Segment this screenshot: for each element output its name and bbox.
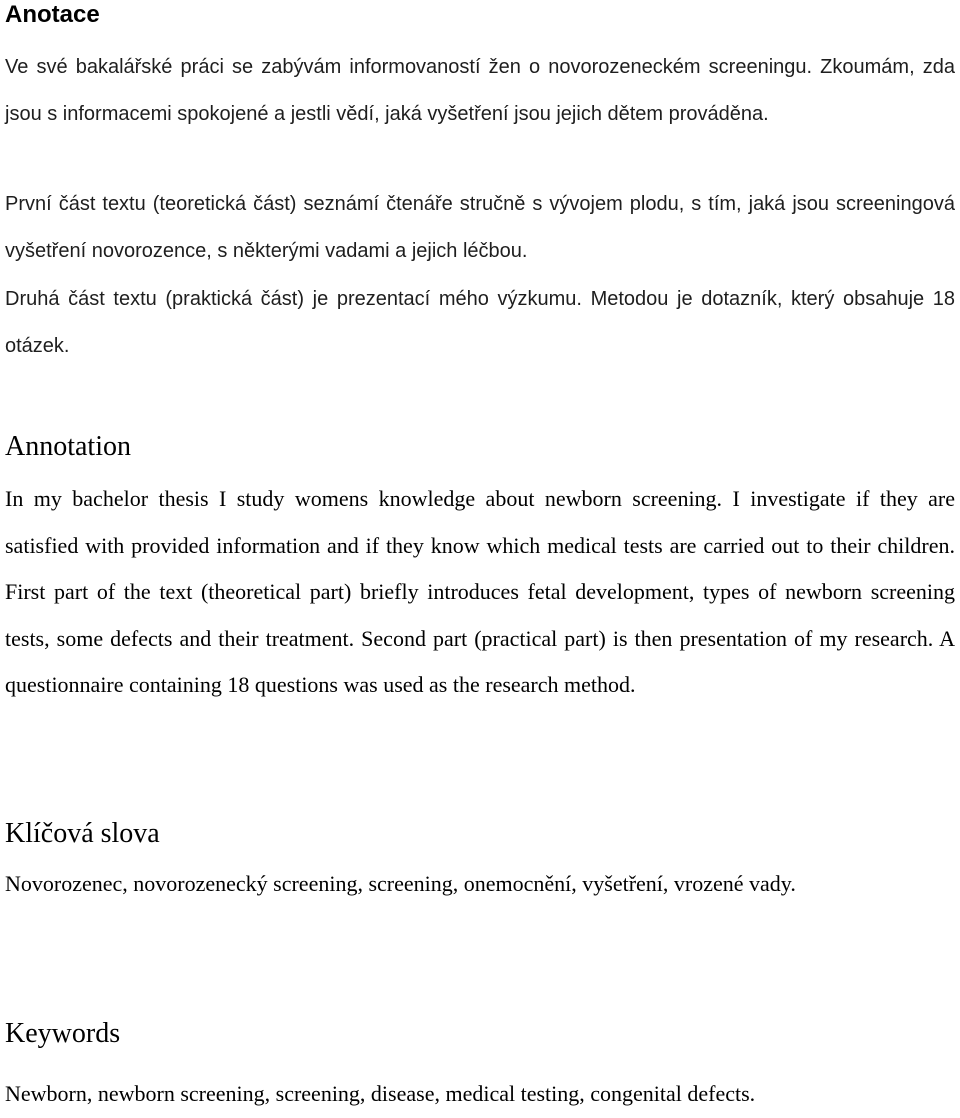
klicova-slova-text: Novorozenec, novorozenecký screening, screening, onemocnění, vyšetření, vrozené vady. xyxy=(5,871,796,896)
keywords-heading: Keywords xyxy=(5,1018,121,1049)
anotace-paragraph-1: Ve své bakalářské práci se zabývám informovaností žen o novorozeneckém screeningu. Zkoumám, zda jsou s informacemi spokojené a jestli vědí, jaká vyšetření jsou jejich dětem prováděna. xyxy=(5,56,955,125)
klicova-slova-heading: Klíčová slova xyxy=(5,818,160,849)
anotace-paragraph-3: Druhá část textu (praktická část) je prezentací mého výzkumu. Metodou je dotazník, který obsahuje 18 otázek. xyxy=(5,288,955,357)
annotation-heading: Annotation xyxy=(5,431,131,462)
keywords-text: Newborn, newborn screening, screening, disease, medical testing, congenital defects. xyxy=(5,1081,756,1106)
annotation-paragraph: In my bachelor thesis I study womens knowledge about newborn screening. I investigate if they are satisfied with provided information and if they know which medical tests are carried out to their children. First part of the text (theoretical part) briefly introduces fetal development, types of newborn screening tests, some defects and their treatment. Second part (practical part) is then presentation of my research. A questionnaire containing 18 questions was used as the research method. xyxy=(5,486,955,697)
anotace-heading: Anotace xyxy=(5,1,100,28)
anotace-paragraph-2: První část textu (teoretická část) seznámí čtenáře stručně s vývojem plodu, s tím, jaká jsou screeningová vyšetření novorozence, s některými vadami a jejich léčbou. xyxy=(5,193,955,262)
